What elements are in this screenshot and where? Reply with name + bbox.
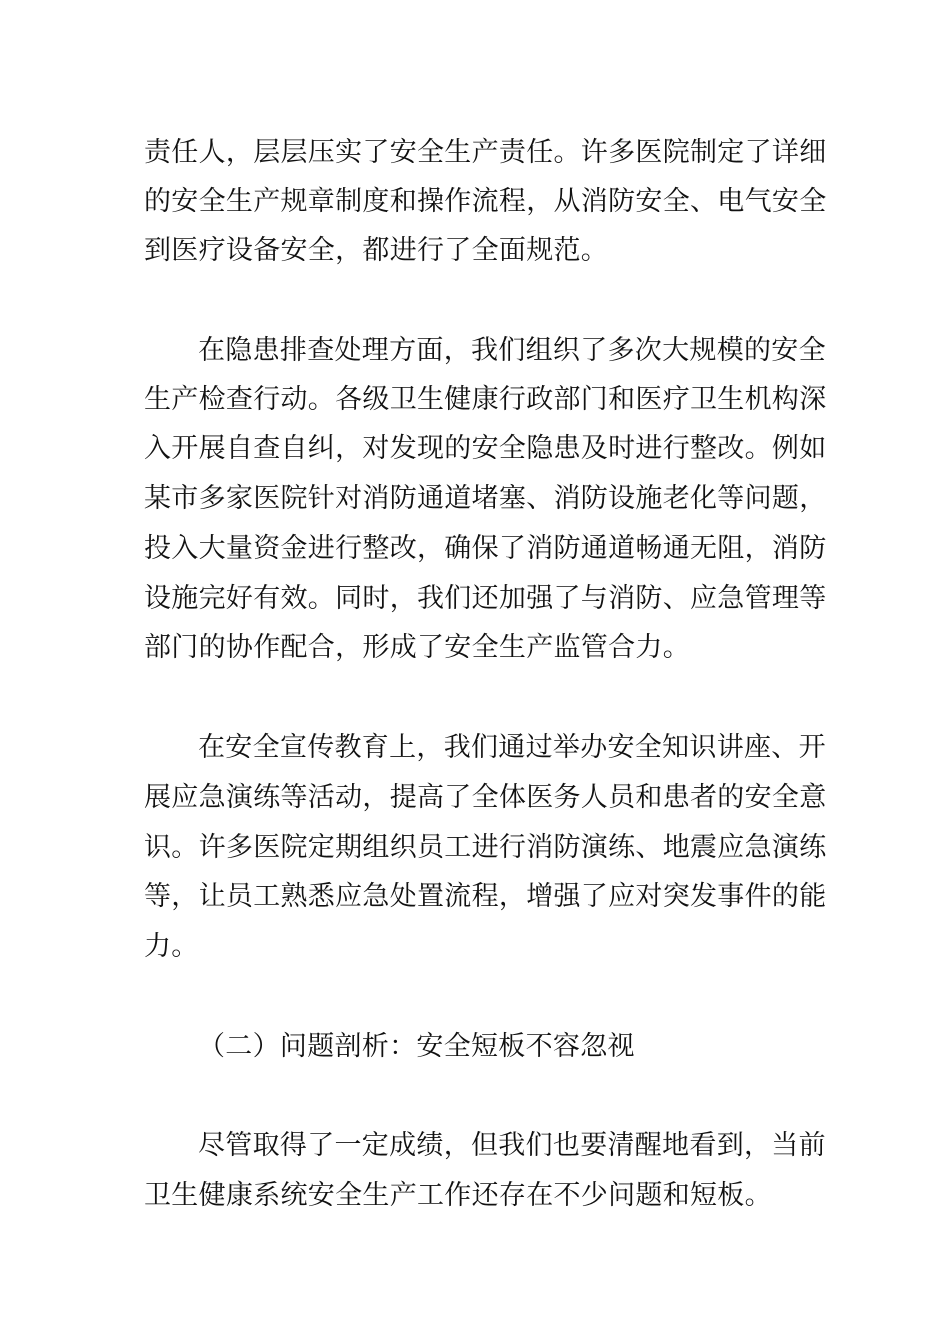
paragraph-1-line-2: 的安全生产规章制度和操作流程，从消防安全、电气安全 — [144, 186, 827, 217]
paragraph-3-line-5: 力。 — [144, 931, 199, 962]
paragraph-2-line-3: 入开展自查自纠，对发现的安全隐患及时进行整改。例如 — [144, 433, 827, 464]
paragraph-4-line-2: 卫生健康系统安全生产工作还存在不少问题和短板。 — [144, 1180, 772, 1211]
paragraph-1-line-1: 责任人，层层压实了安全生产责任。许多医院制定了详细 — [144, 137, 827, 168]
paragraph-2-line-1: 在隐患排查处理方面，我们组织了多次大规模的安全 — [198, 335, 826, 366]
paragraph-4-line-1: 尽管取得了一定成绩，但我们也要清醒地看到，当前 — [198, 1130, 826, 1161]
paragraph-3-line-4: 等，让员工熟悉应急处置流程，增强了应对突发事件的能 — [144, 881, 827, 912]
paragraph-1-line-3: 到医疗设备安全，都进行了全面规范。 — [144, 235, 609, 266]
paragraph-2-line-6: 设施完好有效。同时，我们还加强了与消防、应急管理等 — [144, 583, 827, 614]
paragraph-2-line-4: 某市多家医院针对消防通道堵塞、消防设施老化等问题， — [144, 483, 827, 514]
paragraph-2-line-7: 部门的协作配合，形成了安全生产监管合力。 — [144, 632, 690, 663]
paragraph-3-line-2: 展应急演练等活动，提高了全体医务人员和患者的安全意 — [144, 782, 827, 813]
section-heading: （二）问题剖析：安全短板不容忽视 — [198, 1031, 635, 1062]
paragraph-3-line-1: 在安全宣传教育上，我们通过举办安全知识讲座、开 — [198, 732, 826, 763]
paragraph-2-line-2: 生产检查行动。各级卫生健康行政部门和医疗卫生机构深 — [144, 384, 827, 415]
paragraph-3-line-3: 识。许多医院定期组织员工进行消防演练、地震应急演练 — [144, 832, 827, 863]
paragraph-2-line-5: 投入大量资金进行整改，确保了消防通道畅通无阻，消防 — [144, 533, 827, 564]
